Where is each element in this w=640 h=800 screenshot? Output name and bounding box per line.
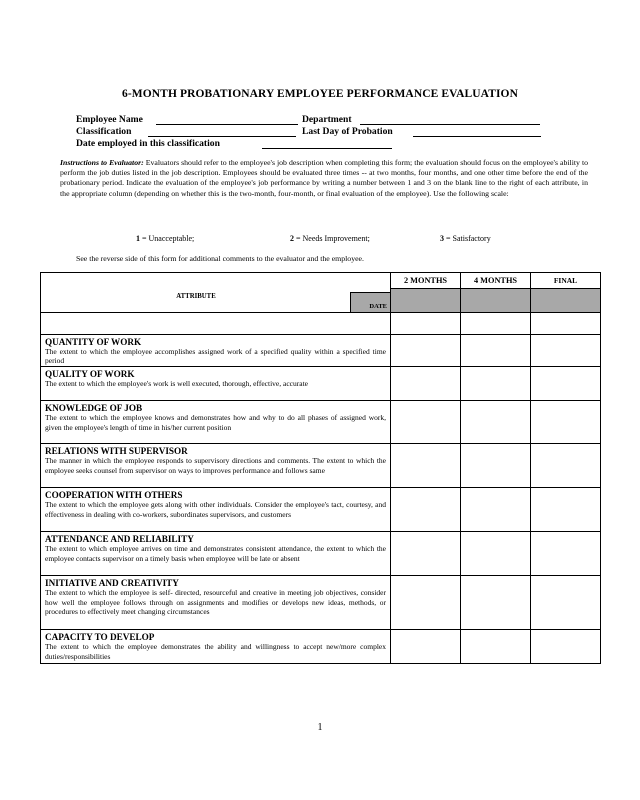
attribute-description: The extent to which the employee gets along with other individuals. Consider the employee's tact, courtesy, and effectiveness in dealing with co-workers, subordinates supervisors, and customers	[45, 500, 386, 519]
rating-4-months[interactable]	[461, 444, 531, 488]
attribute-description: The extent to which the employee knows and demonstrates how and why to do all phases of assigned work, given the employee's length of time in his/her current position	[45, 413, 386, 432]
rating-2-months[interactable]	[391, 335, 461, 367]
rating-final[interactable]	[531, 630, 601, 664]
classification-label: Classification	[76, 126, 132, 137]
rating-4-months[interactable]	[461, 488, 531, 532]
last-day-field[interactable]	[413, 136, 541, 137]
evaluation-table	[40, 272, 601, 664]
instructions-text: Evaluators should refer to the employee's job description when completing this form; the evaluation should focus on the employee's ability to perform the job duties listed in the job description. Employees should be evaluated three times -- at two months, four months, and one other time before the end of the probationary period. Indicate the evaluation of the employee's job performance by writing a number between 1 and 3 on the blank line to the right of each attribute, in the appropriate column (depending on whether this is the two-month, four-month, or final evaluation of the employee). Use the following scale:	[60, 158, 589, 198]
blank-cell	[531, 313, 601, 335]
col-4-months: 4 MONTHS	[461, 273, 531, 289]
attribute-name: INITIATIVE AND CREATIVITY	[45, 578, 179, 589]
attribute-description: The extent to which the employee demonstrates the ability and willingness to accept new/more complex duties/responsibilities	[45, 642, 386, 661]
attribute-description: The extent to which the employee is self- directed, resourceful and creative in meeting job objectives, consider how well the employee follows through on assignments and modifies or develops new ideas, methods, or procedures to effectively meet changing circumstances	[45, 588, 386, 616]
attribute-cell	[41, 488, 391, 532]
attribute-description: The manner in which the employee responds to supervisory directions and comments. The extent to which the employee seeks counsel from supervisor on ways to improves performance and follows same	[45, 456, 386, 475]
rating-2-months[interactable]	[391, 367, 461, 401]
scale-3	[440, 234, 491, 243]
date-label: DATE	[350, 292, 390, 312]
blank-cell	[461, 313, 531, 335]
employee-name-field[interactable]	[156, 124, 298, 125]
rating-2-months[interactable]	[391, 488, 461, 532]
attribute-name: COOPERATION WITH OTHERS	[45, 490, 183, 501]
attribute-name: ATTENDANCE AND RELIABILITY	[45, 534, 194, 545]
department-field[interactable]	[360, 124, 540, 125]
table-row	[41, 576, 601, 630]
date-cell-2-months[interactable]	[391, 289, 461, 313]
date-employed-label: Date employed in this classification	[76, 138, 220, 149]
attribute-description: The extent to which the employee's work is well executed, thorough, effective, accurate	[45, 379, 308, 389]
date-employed-field[interactable]	[262, 148, 392, 149]
scale-3-num: 3	[440, 234, 444, 243]
attribute-name: KNOWLEDGE OF JOB	[45, 403, 143, 414]
employee-name-label: Employee Name	[76, 114, 143, 125]
blank-cell	[391, 313, 461, 335]
last-day-label: Last Day of Probation	[302, 126, 393, 137]
attribute-cell	[41, 630, 391, 664]
scale-1-label: = Unacceptable;	[142, 234, 195, 243]
rating-final[interactable]	[531, 488, 601, 532]
scale-3-label: = Satisfactory	[446, 234, 491, 243]
rating-final[interactable]	[531, 532, 601, 576]
classification-field[interactable]	[148, 136, 296, 137]
rating-final[interactable]	[531, 401, 601, 444]
table-row	[41, 532, 601, 576]
blank-cell	[41, 313, 391, 335]
attribute-name: CAPACITY TO DEVELOP	[45, 632, 155, 643]
rating-2-months[interactable]	[391, 444, 461, 488]
blank-row	[41, 313, 601, 335]
table-header-row	[41, 273, 601, 289]
attribute-name: QUALITY OF WORK	[45, 369, 135, 380]
instructions	[60, 158, 588, 199]
col-2-months: 2 MONTHS	[391, 273, 461, 289]
page-title: 6-MONTH PROBATIONARY EMPLOYEE PERFORMANCE EVALUATION	[121, 88, 519, 100]
attribute-cell	[41, 401, 391, 444]
rating-final[interactable]	[531, 335, 601, 367]
table-row	[41, 367, 601, 401]
attribute-cell	[41, 532, 391, 576]
rating-4-months[interactable]	[461, 630, 531, 664]
rating-2-months[interactable]	[391, 532, 461, 576]
date-cell-final[interactable]	[531, 289, 601, 313]
attribute-cell	[41, 444, 391, 488]
attribute-cell	[41, 335, 391, 367]
attribute-cell	[41, 576, 391, 630]
col-final: FINAL	[531, 273, 601, 289]
scale-1-num: 1	[136, 234, 140, 243]
attribute-description: The extent to which employee arrives on time and demonstrates consistent attendance, the extent to which the employee contacts supervisor on a timely basis when employee will be late or absent	[45, 544, 386, 563]
rating-final[interactable]	[531, 444, 601, 488]
rating-2-months[interactable]	[391, 576, 461, 630]
table-row	[41, 488, 601, 532]
rating-final[interactable]	[531, 576, 601, 630]
reverse-side-note: See the reverse side of this form for additional comments to the evaluator and the employee.	[76, 254, 364, 263]
scale-2	[290, 234, 370, 243]
rating-2-months[interactable]	[391, 401, 461, 444]
table-row	[41, 401, 601, 444]
rating-4-months[interactable]	[461, 367, 531, 401]
attribute-header-cell	[41, 273, 391, 313]
page-number: 1	[317, 722, 323, 733]
rating-4-months[interactable]	[461, 401, 531, 444]
table-row	[41, 630, 601, 664]
attribute-name: RELATIONS WITH SUPERVISOR	[45, 446, 188, 457]
attribute-header: ATTRIBUTE	[176, 293, 216, 300]
attribute-description: The extent to which the employee accomplishes assigned work of a specified quality within a specified time period	[45, 347, 386, 366]
scale-2-num: 2	[290, 234, 294, 243]
rating-4-months[interactable]	[461, 532, 531, 576]
attribute-cell	[41, 367, 391, 401]
scale-1	[136, 234, 194, 243]
rating-4-months[interactable]	[461, 576, 531, 630]
rating-4-months[interactable]	[461, 335, 531, 367]
date-cell-4-months[interactable]	[461, 289, 531, 313]
attribute-name: QUANTITY OF WORK	[45, 337, 142, 347]
rating-2-months[interactable]	[391, 630, 461, 664]
scale-2-label: = Needs Improvement;	[296, 234, 370, 243]
table-row	[41, 335, 601, 367]
table-row	[41, 444, 601, 488]
department-label: Department	[302, 114, 352, 125]
instructions-label: Instructions to Evaluator:	[60, 158, 144, 167]
rating-final[interactable]	[531, 367, 601, 401]
